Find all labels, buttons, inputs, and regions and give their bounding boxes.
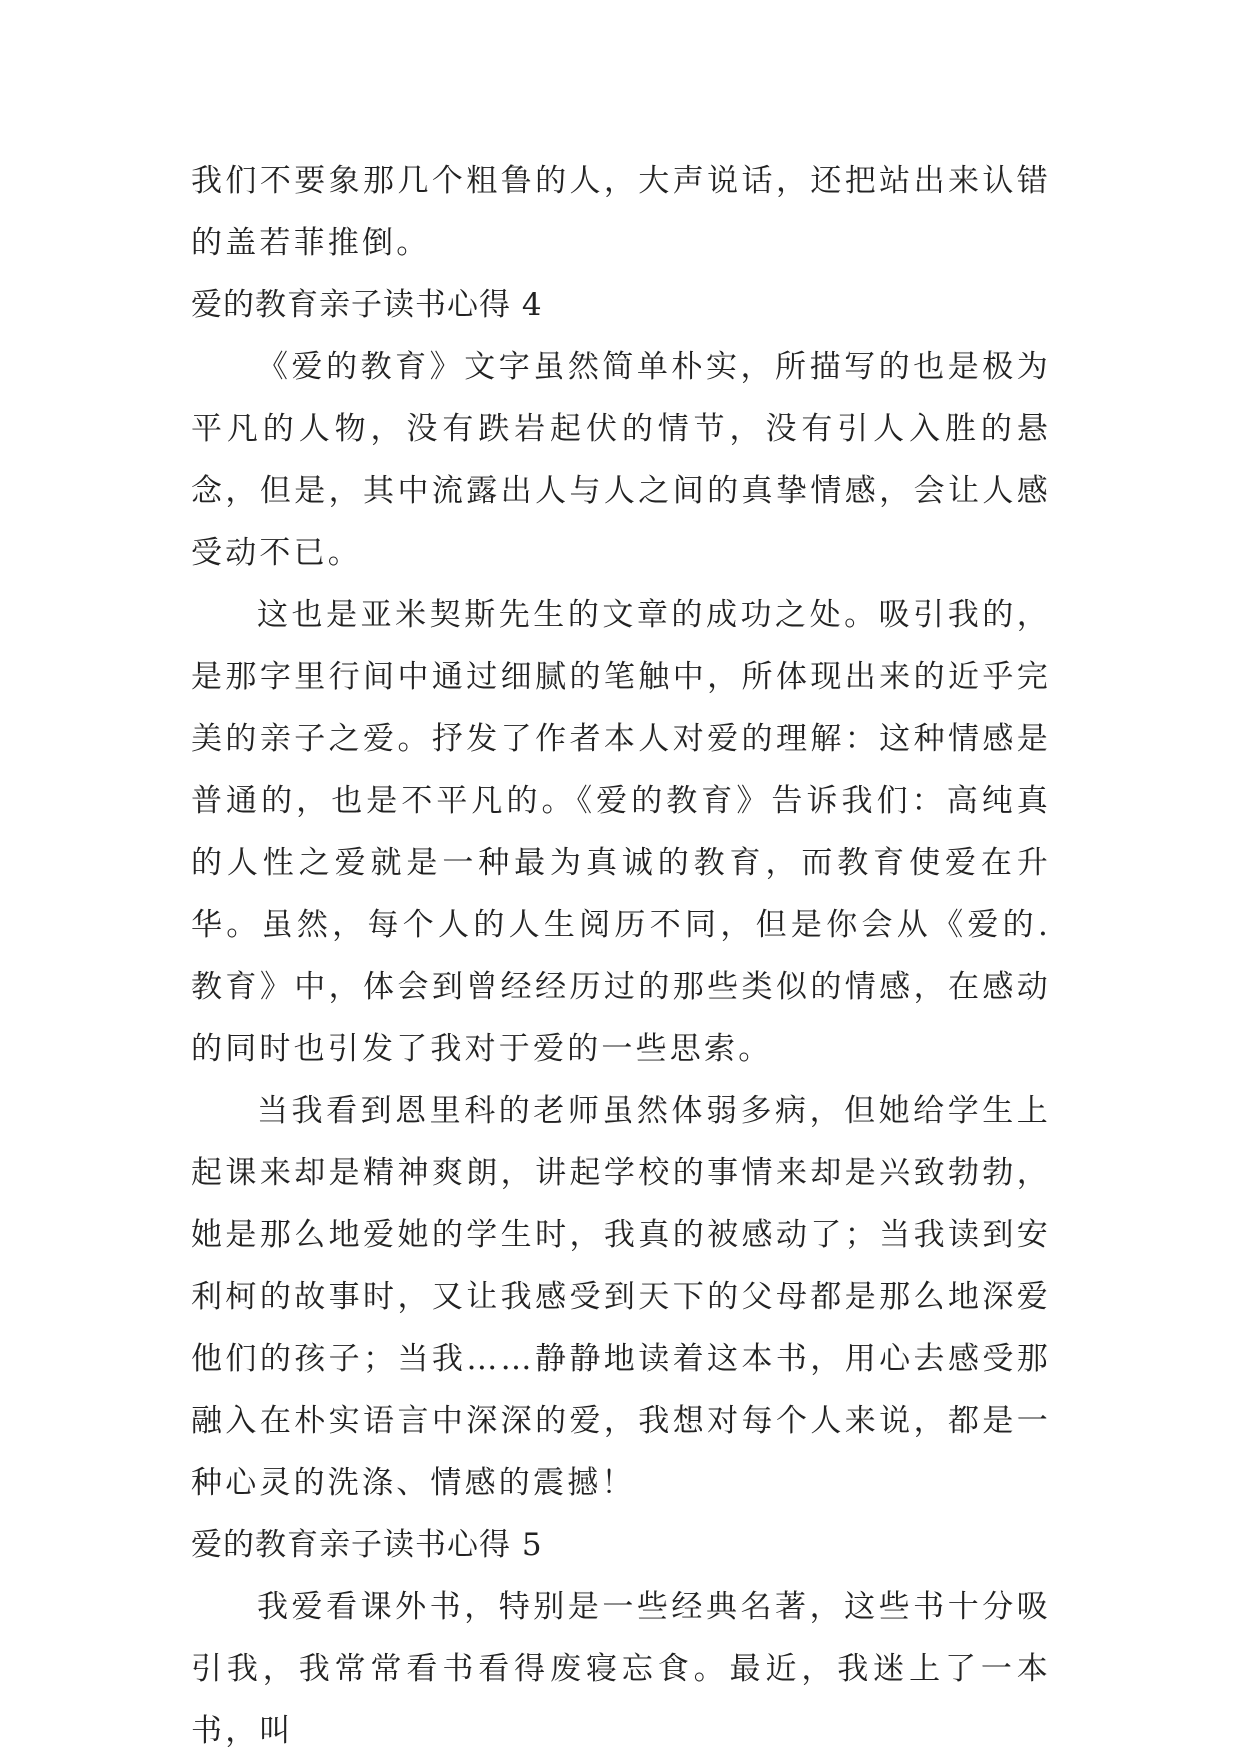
paragraph: 当我看到恩里科的老师虽然体弱多病，但她给学生上起课来却是精神爽朗，讲起学校的事情来却是兴致勃勃，她是那么地爱她的学生时，我真的被感动了；当我读到安利柯的故事时，又让我感受到天下的父母都是那么地深爱他们的孩子；当我……静静地读着这本书，用心去感受那融入在朴实语言中深深的爱，我想对每个人来说，都是一种心灵的洗涤、情感的震撼！ bbox=[191, 1093, 1051, 1501]
paragraph-continuation: 我们不要象那几个粗鲁的人，大声说话，还把站出来认错的盖若菲推倒。 bbox=[191, 163, 1051, 261]
paragraph: 《爱的教育》文字虽然简单朴实，所描写的也是极为平凡的人物，没有跌岩起伏的情节，没有引人入胜的悬念，但是，其中流露出人与人之间的真挚情感，会让人感受动不已。 bbox=[191, 349, 1051, 571]
paragraph: 我爱看课外书，特别是一些经典名著，这些书十分吸引我，我常常看书看得废寝忘食。最近，我迷上了一本书，叫 bbox=[191, 1589, 1051, 1749]
section-heading-4: 爱的教育亲子读书心得 4 bbox=[191, 287, 543, 323]
document-body bbox=[191, 150, 1051, 1762]
paragraph: 这也是亚米契斯先生的文章的成功之处。吸引我的，是那字里行间中通过细腻的笔触中，所体现出来的近乎完美的亲子之爱。抒发了作者本人对爱的理解：这种情感是普通的，也是不平凡的。《爱的教育》告诉我们：高纯真的人性之爱就是一种最为真诚的教育，而教育使爱在升华。虽然，每个人的人生阅历不同，但是你会从《爱的. 教育》中，体会到曾经经历过的那些类似的情感，在感动的同时也引发了我对于爱的一些思索。 bbox=[191, 597, 1051, 1067]
section-heading-5: 爱的教育亲子读书心得 5 bbox=[191, 1527, 543, 1563]
